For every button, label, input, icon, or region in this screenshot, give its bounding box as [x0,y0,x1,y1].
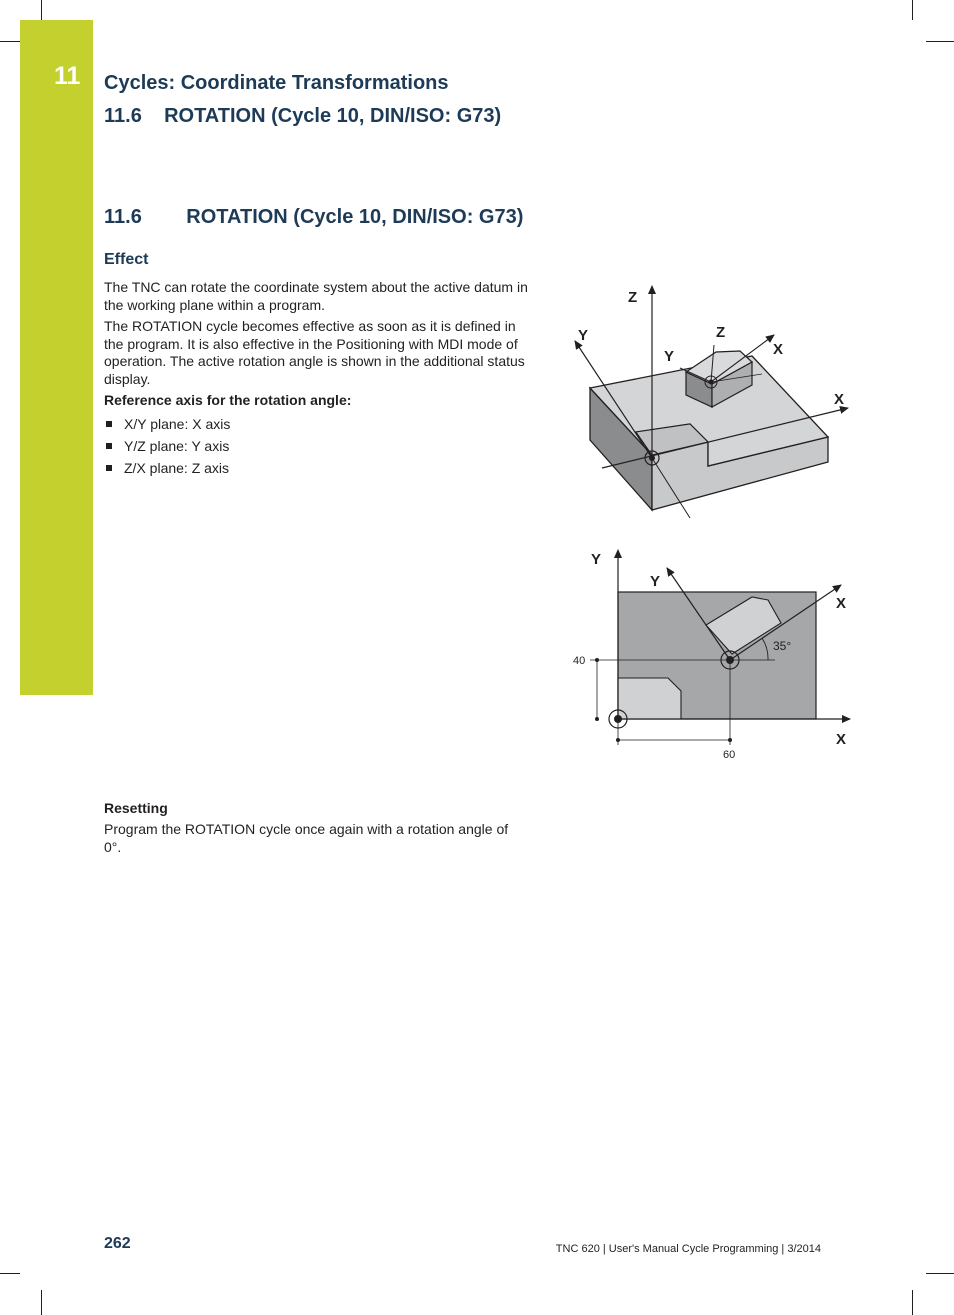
resetting-heading: Resetting [104,800,168,816]
dimension-tick [595,658,599,662]
rotated-z-axis-label: Z [716,324,726,341]
rotated-x-axis-label: X [773,341,784,358]
crop-mark [41,1290,42,1315]
chapter-number: 11 [54,62,81,90]
rotated-y-axis-label: Y [650,573,661,590]
rotated-x-axis-label: X [836,595,847,612]
crop-mark [926,1273,954,1274]
dimension-tick [728,738,732,742]
chapter-sidebar [20,20,93,695]
effect-paragraph-1: The TNC can rotate the coordinate system about the active datum in the working plane within a program. [104,279,528,313]
datum-symbol [614,715,622,723]
footer-text: TNC 620 | User's Manual Cycle Programming | 3/2014 [555,1243,821,1255]
list-item: Z/X plane: Z axis [104,457,230,479]
running-section-number: 11.6 [104,105,142,127]
x-axis-label: X [836,731,847,748]
chapter-title: Cycles: Coordinate Transformations [104,72,449,94]
effect-paragraph-2: The ROTATION cycle becomes effective as soon as it is defined in the program. It is also effective in the Positioning with MDI mode of operation. The active rotation angle is shown in the additional status display. [104,318,525,387]
y-axis-label: Y [591,551,602,568]
rotation-2d-illustration [565,545,860,765]
reference-axis-heading: Reference axis for the rotation angle: [104,392,352,408]
running-section-header [104,105,501,128]
crop-mark [0,1273,20,1274]
dimension-tick [595,717,599,721]
running-section-title: ROTATION (Cycle 10, DIN/ISO: G73) [164,105,502,127]
x-axis-label: X [834,391,845,408]
crop-mark [41,0,42,20]
reference-axis-list [104,413,230,479]
y-axis-label: Y [578,327,589,344]
list-item: X/Y plane: X axis [104,413,230,435]
z-axis-label: Z [628,289,638,306]
rotation-3d-illustration [560,275,860,530]
crop-mark [926,41,954,42]
page-number: 262 [104,1235,131,1252]
rotated-y-axis-label: Y [664,348,675,365]
dimension-tick [616,738,620,742]
datum-symbol [726,656,734,664]
section-heading-title: ROTATION (Cycle 10, DIN/ISO: G73) [186,206,524,228]
dimension-label-40: 40 [573,655,586,667]
angle-label: 35° [773,639,792,653]
resetting-text: Program the ROTATION cycle once again with a rotation angle of 0°. [104,821,509,855]
pocket-lower-left [618,678,681,719]
section-heading-number: 11.6 [104,206,142,228]
crop-mark [912,1290,913,1315]
effect-heading: Effect [104,251,149,268]
dimension-label-60: 60 [723,749,736,761]
section-heading [104,206,523,229]
list-item: Y/Z plane: Y axis [104,435,230,457]
crop-mark [912,0,913,20]
crop-mark [0,41,20,42]
